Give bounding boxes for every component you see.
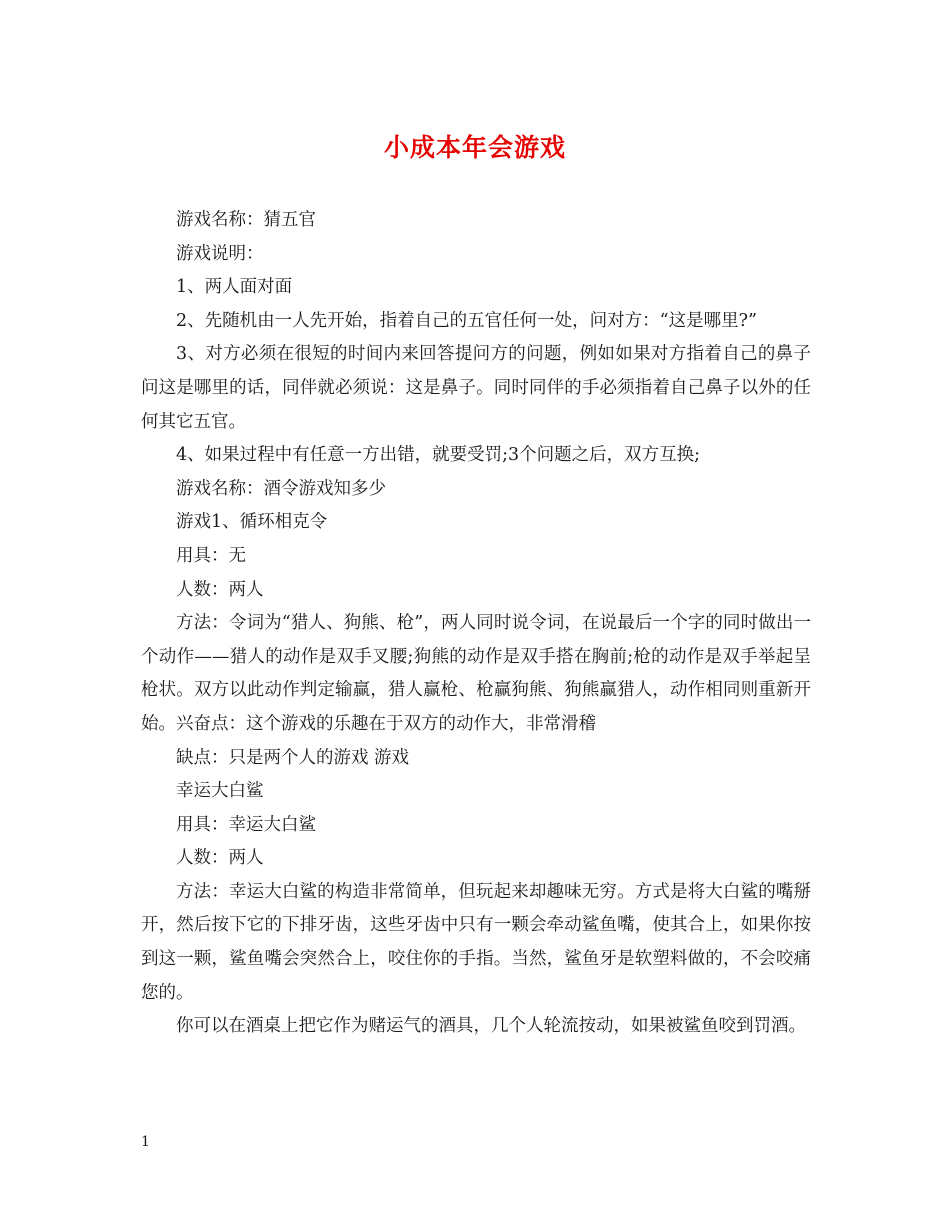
paragraph: 3、对方必须在很短的时间内来回答提问方的问题，例如如果对方指着自己的鼻子问这是哪里的话，同伴就必须说：这是鼻子。同时同伴的手必须指着自己鼻子以外的任何其它五官。 bbox=[141, 344, 811, 432]
paragraph: 用具：幸运大白鲨 bbox=[176, 814, 316, 835]
paragraph: 1、两人面对面 bbox=[176, 277, 293, 298]
paragraph: 人数：两人 bbox=[176, 579, 264, 600]
paragraph: 游戏1、循环相克令 bbox=[176, 512, 328, 533]
document-body bbox=[141, 204, 811, 1044]
document-title: 小成本年会游戏 bbox=[383, 133, 566, 162]
paragraph: 缺点：只是两个人的游戏 游戏 bbox=[176, 747, 410, 768]
paragraph: 游戏说明： bbox=[176, 243, 264, 264]
paragraph: 用具：无 bbox=[176, 545, 246, 566]
paragraph: 人数：两人 bbox=[176, 848, 264, 869]
paragraph: 游戏名称：酒令游戏知多少 bbox=[176, 478, 386, 499]
paragraph: 2、先随机由一人先开始，指着自己的五官任何一处，问对方：“这是哪里?” bbox=[176, 310, 757, 331]
paragraph: 幸运大白鲨 bbox=[176, 781, 264, 802]
paragraph: 你可以在酒桌上把它作为赌运气的酒具，几个人轮流按动，如果被鲨鱼咬到罚酒。 bbox=[176, 1016, 806, 1037]
paragraph: 方法：令词为“猎人、狗熊、枪”，两人同时说令词，在说最后一个字的同时做出一个动作——猎人的动作是双手叉腰;狗熊的动作是双手搭在胸前;枪的动作是双手举起呈枪状。双方以此动作判定输赢，猎人赢枪、枪赢狗熊、狗熊赢猎人，动作相同则重新开始。兴奋点：这个游戏的乐趣在于双方的动作大，非常滑稽 bbox=[141, 613, 811, 734]
page-number: 1 bbox=[141, 1134, 150, 1150]
paragraph: 4、如果过程中有任意一方出错，就要受罚;3个问题之后，双方互换; bbox=[176, 445, 701, 466]
paragraph: 方法：幸运大白鲨的构造非常简单，但玩起来却趣味无穷。方式是将大白鲨的嘴掰开，然后按下它的下排牙齿，这些牙齿中只有一颗会牵动鲨鱼嘴，使其合上，如果你按到这一颗，鲨鱼嘴会突然合上，咬住你的手指。当然，鲨鱼牙是软塑料做的，不会咬痛您的。 bbox=[141, 881, 811, 1003]
paragraph: 游戏名称：猜五官 bbox=[176, 210, 316, 230]
